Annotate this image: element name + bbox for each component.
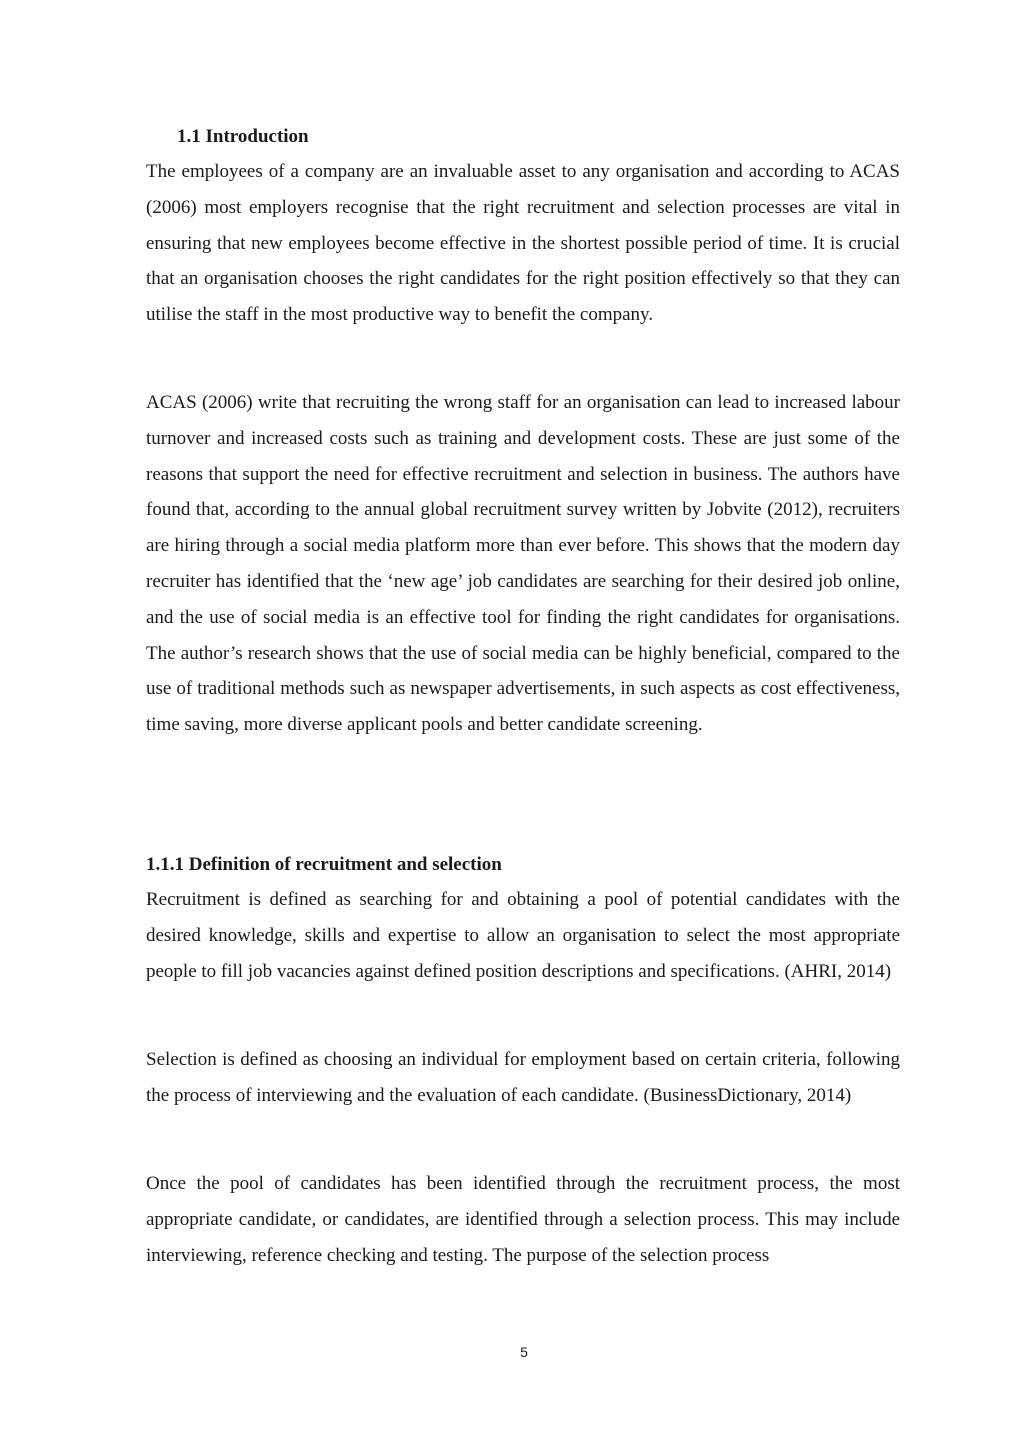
paragraph-introduction-2: ACAS (2006) write that recruiting the wrong staff for an organisation can lead to increased labour turnover and increased costs such as training and development costs. These are just some of the reasons that support the need for effective recruitment and selection in business. The authors have found that, according to the annual global recruitment survey written by Jobvite (2012), recruiters are hiring through a social media platform more than ever before. This shows that the modern day recruiter has identified that the ‘new age’ job candidates are searching for their desired job online, and the use of social media is an effective tool for finding the right candidates for organisations. The author’s research shows that the use of social media can be highly beneficial, compared to the use of traditional methods such as newspaper advertisements, in such aspects as cost effectiveness, time saving, more diverse applicant pools and better candidate screening. <box>146 392 900 736</box>
paragraph-recruitment-definition: Recruitment is defined as searching for and obtaining a pool of potential candidates with the desired knowledge, skills and expertise to allow an organisation to select the most appropriate people to fill job vacancies against defined position descriptions and specifications. (AHRI, 2014) <box>146 889 900 982</box>
paragraph-selection-process: Once the pool of candidates has been identified through the recruitment process, the most appropriate candidate, or candidates, are identified through a selection process. This may include interviewing, reference checking and testing. The purpose of the selection process <box>146 1173 900 1266</box>
section-heading-introduction: 1.1 Introduction <box>177 126 309 147</box>
section-heading-definition: 1.1.1 Definition of recruitment and selection <box>146 854 502 875</box>
paragraph-selection-definition: Selection is defined as choosing an individual for employment based on certain criteria, following the process of interviewing and the evaluation of each candidate. (BusinessDictionary, 2014) <box>146 1049 900 1106</box>
page-number: 5 <box>520 1344 528 1360</box>
paragraph-introduction-1: The employees of a company are an invaluable asset to any organisation and according to ACAS (2006) most employers recognise that the right recruitment and selection processes are vital in ensuring that new employees become effective in the shortest possible period of time. It is crucial that an organisation chooses the right candidates for the right position effectively so that they can utilise the staff in the most productive way to benefit the company. <box>146 161 900 326</box>
